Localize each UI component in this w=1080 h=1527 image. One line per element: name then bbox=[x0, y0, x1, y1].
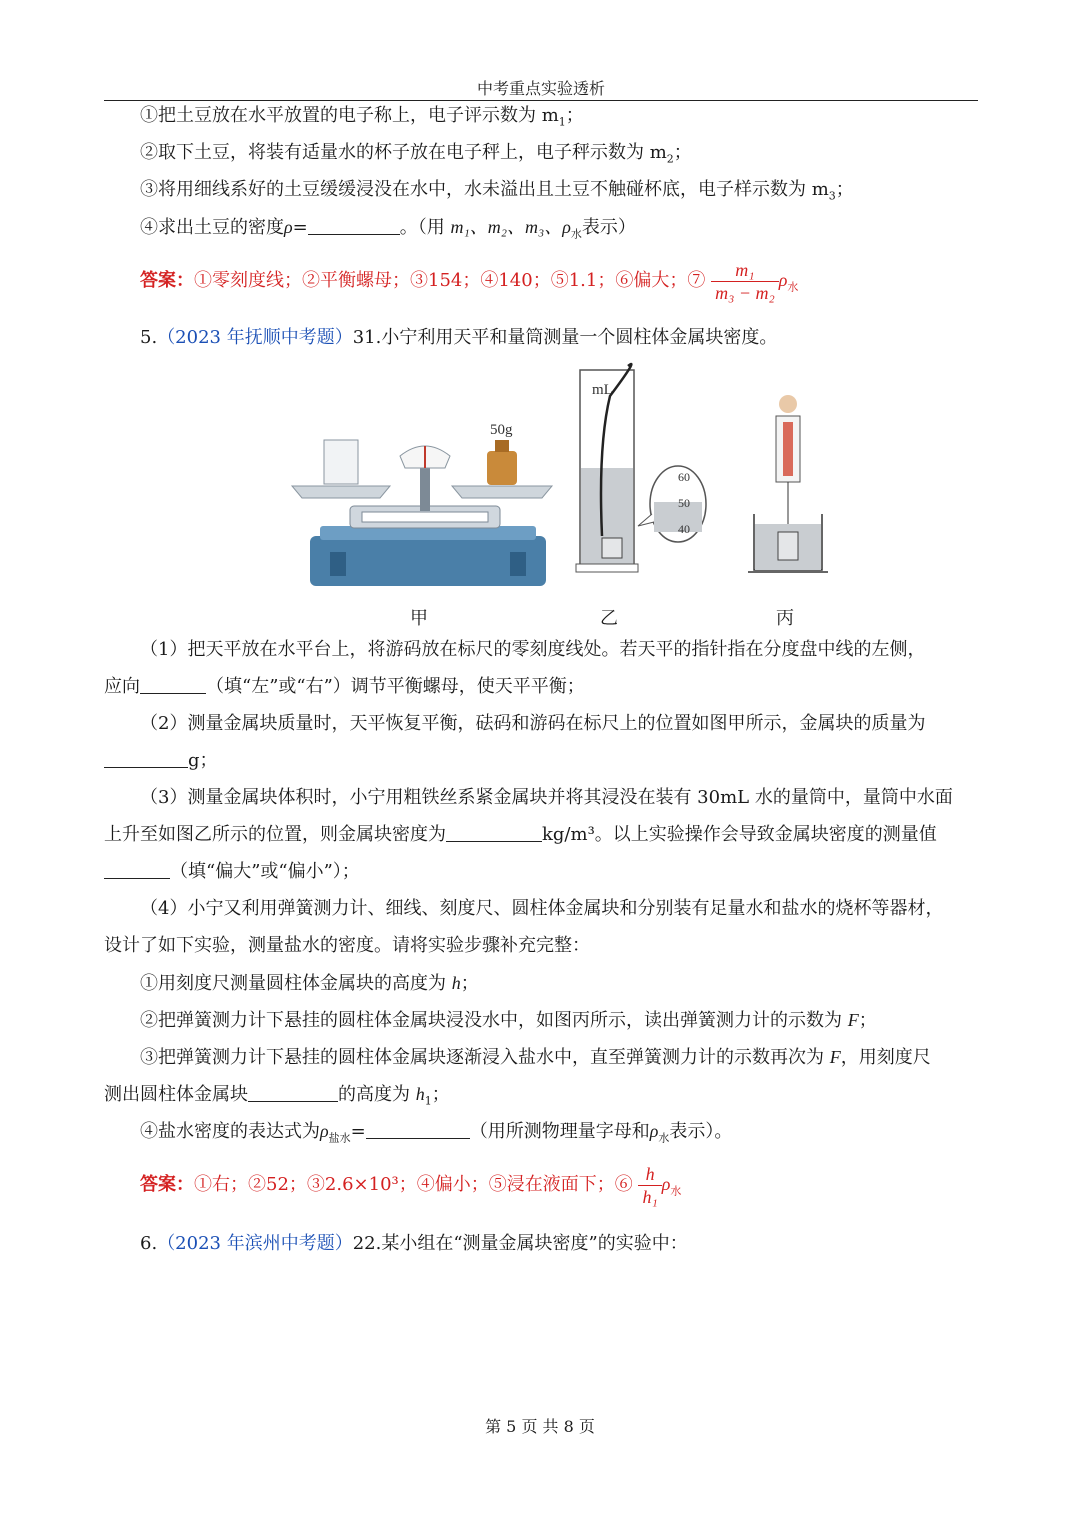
answer-fraction: $\frac{\text{m₁}}{\text{m₃ − m₂}}$ bbox=[711, 259, 779, 304]
answer-fraction: $\frac{h}{\text{h₁}}$ bbox=[638, 1163, 661, 1208]
experiment-figure bbox=[280, 356, 840, 636]
header-rule bbox=[104, 100, 978, 101]
q5-part3-line1: （3）测量金属块体积时，小宁用粗铁丝系紧金属块并将其浸没在装有 30mL 水的量筒中，量筒中水面 bbox=[140, 787, 953, 808]
weight-label: 50g bbox=[490, 422, 513, 438]
answer-blank bbox=[140, 675, 206, 694]
answer-blank bbox=[104, 860, 170, 879]
q5-part1-line1: （1）把天平放在水平台上，将游码放在标尺的零刻度线处。若天平的指针指在分度盘中线的左侧， bbox=[140, 639, 926, 660]
cylinder-unit: mL bbox=[592, 382, 613, 398]
q5-part3-line3: （填“偏大”或“偏小”）； bbox=[104, 860, 360, 884]
q5-part2-line2: g； bbox=[104, 749, 218, 773]
q5-step1: ①用刻度尺测量圆柱体金属块的高度为 h； bbox=[140, 973, 479, 994]
answer-blank bbox=[104, 749, 188, 768]
spring-scale-figure bbox=[748, 395, 828, 572]
balance-figure bbox=[292, 422, 552, 586]
answer-blank bbox=[446, 823, 542, 842]
zoom-tick-40: 40 bbox=[678, 522, 690, 536]
figure-label-jia: 甲 bbox=[410, 608, 428, 629]
figure-label-yi: 乙 bbox=[600, 608, 618, 629]
q4-step1: ①把土豆放在水平放置的电子称上，电子评示数为 $m_1$； bbox=[140, 105, 584, 129]
answer-blank bbox=[366, 1120, 470, 1139]
q5-part3-line2: 上升至如图乙所示的位置，则金属块密度为 kg/m³。以上实验操作会导致金属块密度的测量值 bbox=[104, 824, 937, 845]
q5-step4: ④盐水密度的表达式为$\rho_{盐水}=$ （用所测物理量字母和$\rho_水$表示）。 bbox=[140, 1121, 733, 1145]
page-header: 中考重点实验透析 bbox=[476, 79, 605, 98]
answer-blank bbox=[248, 1083, 338, 1102]
q5-answer: 答案：①右；②52；③2.6×10³；④偏小；⑤浸在液面下；⑥ $\frac{h}{\text{h₁}}$ $\rho_水$ bbox=[140, 1163, 682, 1207]
q6-heading: 6.（2023 年滨州中考题）22.某小组在“测量金属块密度”的实验中： bbox=[140, 1233, 688, 1254]
q5-step3-line2: 测出圆柱体金属块 的高度为 $h_1$； bbox=[104, 1084, 450, 1108]
q5-part4-line2: 设计了如下实验，测量盐水的密度。请将实验步骤补充完整： bbox=[104, 935, 590, 956]
q5-step3-line1: ③把弹簧测力计下悬挂的圆柱体金属块逐渐浸入盐水中，直至弹簧测力计的示数再次为 F，用刻度尺 bbox=[140, 1047, 931, 1068]
q4-step4: ④求出土豆的密度ρ= 。（用 m₁、m₂、m₃、$\rho_水$表示） bbox=[140, 217, 636, 241]
q4-step2: ②取下土豆，将装有适量水的杯子放在电子秤上，电子秤示数为 $m_2$； bbox=[140, 142, 692, 166]
page-footer: 第 5 页 共 8 页 bbox=[485, 1417, 595, 1436]
cylinder-figure bbox=[576, 364, 706, 572]
zoom-tick-60: 60 bbox=[678, 470, 690, 484]
figure-label-bing: 丙 bbox=[776, 608, 794, 629]
answer-blank bbox=[308, 216, 400, 235]
zoom-tick-50: 50 bbox=[678, 496, 690, 510]
q5-step2: ②把弹簧测力计下悬挂的圆柱体金属块浸没水中，如图丙所示，读出弹簧测力计的示数为 F； bbox=[140, 1010, 877, 1031]
q4-answer: 答案：①零刻度线；②平衡螺母；③154；④140；⑤1.1；⑥偏大；⑦ $\frac{\text{m₁}}{\text{m₃ − m₂}}$ $\rho_水$ bbox=[140, 259, 799, 303]
q5-part1-line2: 应向 （填“左”或“右”）调节平衡螺母，使天平平衡； bbox=[104, 676, 585, 697]
q5-part2-line1: （2）测量金属块质量时，天平恢复平衡，砝码和游码在标尺上的位置如图甲所示，金属块的质量为 bbox=[140, 713, 926, 734]
q4-step3: ③将用细线系好的土豆缓缓浸没在水中，水未溢出且土豆不触碰杯底，电子样示数为 $m_3$； bbox=[140, 179, 854, 203]
q5-heading: 5.（2023 年抚顺中考题）31.小宁利用天平和量筒测量一个圆柱体金属块密度。 bbox=[140, 327, 778, 348]
q5-part4-line1: （4）小宁又利用弹簧测力计、细线、刻度尺、圆柱体金属块和分别装有足量水和盐水的烧杯等器材， bbox=[140, 898, 944, 919]
